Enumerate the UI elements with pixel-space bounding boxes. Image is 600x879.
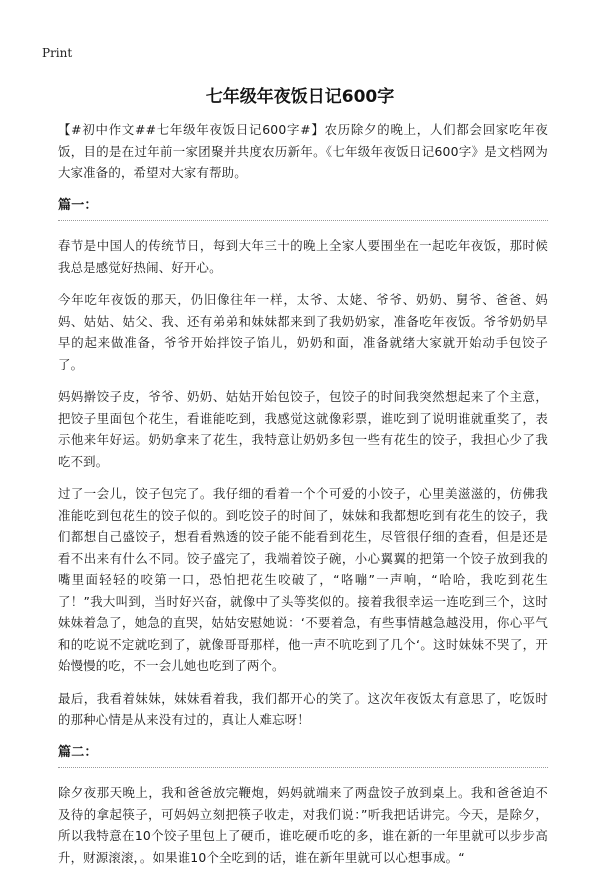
paragraph: 春节是中国人的传统节日，每到大年三十的晚上全家人要围坐在一起吃年夜饭，那时候我总是感觉好热闹、好开心。 <box>58 238 548 275</box>
section-heading-1: 篇一： <box>58 197 98 213</box>
section-divider <box>58 767 548 768</box>
print-link[interactable]: Print <box>42 46 73 60</box>
paragraph: 最后，我看着妹妹，妹妹看着我，我们都开心的笑了。这次年夜饭太有意思了，吃饭时的那种心情是从来没有过的，真让人难忘呀！ <box>58 690 548 727</box>
section-divider <box>58 220 548 221</box>
paragraph: 除夕夜那天晚上，我和爸爸放完鞭炮，妈妈就端来了两盘饺子放到桌上。我和爸爸迫不及待的拿起筷子，可妈妈立刻把筷子收走，对我们说：”听我把话讲完。今天，是除夕，所以我特意在10个饺子里包上了硬币，谁吃硬币吃的多，谁在新的一年里就可以步步高升，财源滚滚，。如果谁10个全吃到的话，谁在新年里就可以心想事成。“ <box>58 785 548 865</box>
article-body <box>58 119 548 879</box>
page-title: 七年级年夜饭日记600字 <box>205 87 395 107</box>
paragraph: 今年吃年夜饭的那天，仍旧像往年一样，太爷、太姥、爷爷、奶奶、舅爷、爸爸、妈妈、姑姑、姑父、我、还有弟弟和妹妹都来到了我奶奶家，准备吃年夜饭。爷爷奶奶早早的起来做准备，爷爷开始拌饺子馅儿，奶奶和面，准备就绪大家就开始动手包饺子了。 <box>58 292 548 372</box>
paragraph: 妈妈擀饺子皮，爷爷、奶奶、姑姑开始包饺子，包饺子的时间我突然想起来了个主意，把饺子里面包个花生，看谁能吃到，我感觉这就像彩票，谁吃到了说明谁就重奖了，表示他来年好运。奶奶拿来了花生，我特意让奶奶多包一些有花生的饺子，我担心少了我吃不到。 <box>58 389 548 469</box>
paragraph: 过了一会儿，饺子包完了。我仔细的看着一个个可爱的小饺子，心里美滋滋的，仿佛我准能吃到包花生的饺子似的。到吃饺子的时间了，妹妹和我都想吃到有花生的饺子，我们都想自己盛饺子，想看看熟透的饺子能不能看到花生，尽管很仔细的查看，但是还是看不出来有什么不同。饺子盛完了，我端着饺子碗，小心翼翼的把第一个饺子放到我的嘴里面轻轻的咬第一口，恐怕把花生咬破了，“咯嘣”一声响，“哈哈，我吃到花生了！”我大叫到，当时好兴奋，就像中了头等奖似的。接着我很幸运一连吃到三个，这时妹妹着急了，她急的直哭，姑姑安慰她说：‘不要着急，有些事情越急越没用，你心平气和的吃说不定就吃到了，就像哥哥那样，他一声不吭吃到了几个‘。这时妹妹不哭了，开始慢慢的吃，不一会儿她也吃到了两个。 <box>58 486 548 673</box>
section-heading-2: 篇二： <box>58 744 98 760</box>
intro-paragraph: 【#初中作文##七年级年夜饭日记600字#】农历除夕的晚上，人们都会回家吃年夜饭，目的是在过年前一家团聚并共度农历新年。《七年级年夜饭日记600字》是文档网为大家准备的，希望对大家有帮助。 <box>58 122 548 180</box>
